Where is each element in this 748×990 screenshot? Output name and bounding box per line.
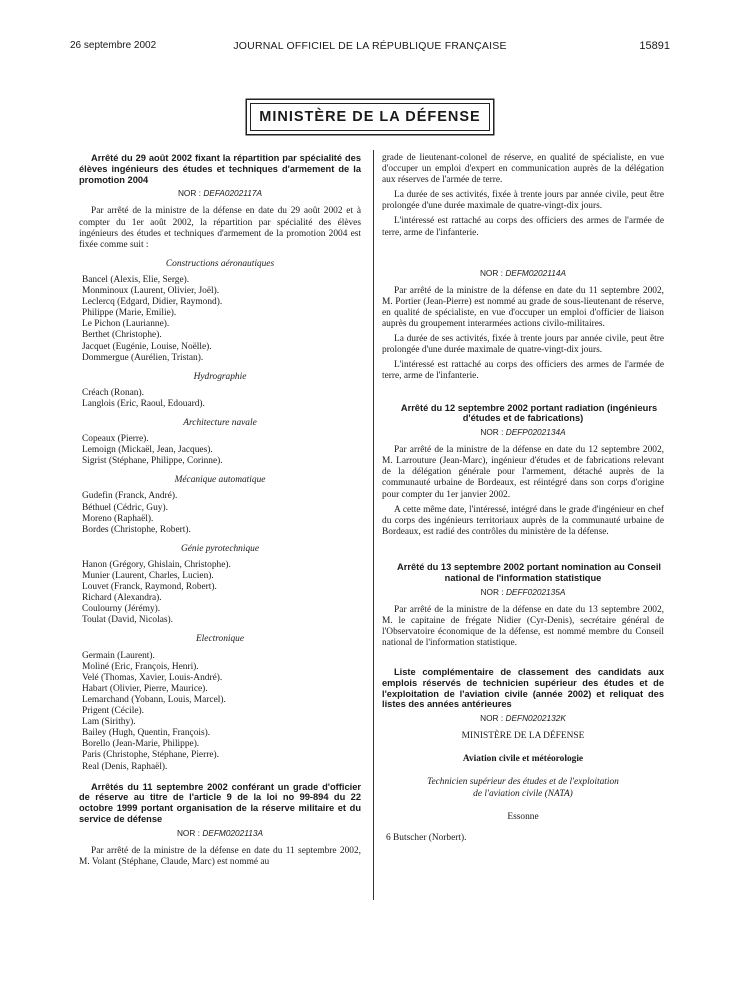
list-item: Gudefin (Franck, André). [82, 491, 178, 502]
list-item: Lam (Sirithy). [82, 717, 136, 728]
page-number: 15891 [639, 40, 670, 52]
liste-title: Liste complémentaire de classement des candidats aux emplois réservés de technicien supérieur des études et de l'exploitation de l'aviation civile (année 2002) et reliquat des listes des années antérieures [382, 667, 664, 710]
left-column [79, 153, 361, 872]
list-item: Richard (Alexandra). [82, 593, 162, 604]
nor-label: NOR : [479, 267, 503, 278]
list-item: Berthet (Christophe). [82, 330, 162, 341]
arrete-paragraph: Par arrêté de la ministre de la défense en date du 13 septembre 2002, M. le capitaine de frégate Nidier (Cyr-Denis), secrétaire général de l'Observatoire économique de la défense, est nommé membre du Conseil national de l'information statistique. [382, 604, 664, 648]
list-item: Borello (Jean-Marie, Philippe). [82, 739, 200, 750]
section-title: Mécanique automatique [174, 475, 266, 486]
list-item: Coulourny (Jérémy). [82, 604, 161, 615]
nor-label: NOR : [480, 427, 504, 438]
section-title: Electronique [195, 634, 245, 645]
list-item: Monminoux (Laurent, Olivier, Joël). [82, 286, 220, 297]
nor-label: NOR : [177, 188, 201, 199]
name-list [82, 560, 361, 627]
section-title: Architecture navale [183, 417, 257, 428]
list-item: Moliné (Eric, François, Henri). [82, 661, 199, 672]
liste-job-title: Technicien supérieur des études et de l'exploitation de l'aviation civile (NATA) [427, 777, 619, 799]
arrete-paragraph: Par arrêté de la ministre de la défense en date du 11 septembre 2002, M. Volant (Stéphane, Claude, Marc) est nommé au [79, 845, 361, 867]
list-item: Bordes (Christophe, Robert). [82, 524, 191, 535]
continuation-paragraph: grade de lieutenant-colonel de réserve, en qualité de spécialiste, en vue d'occuper un emploi d'expert en communication auprès de la délégation aux réserves de l'armée de terre. [382, 153, 664, 186]
arrete-nomination [382, 562, 664, 649]
list-item: Béthuel (Cédric, Guy). [82, 502, 168, 513]
arrete-title: Arrêté du 13 septembre 2002 portant nomination au Conseil national de l'information statistique [397, 561, 661, 583]
list-item: Lemarchand (Yobann, Louis, Marcel). [82, 694, 226, 705]
list-item: Toulat (David, Nicolas). [82, 615, 173, 626]
nor-line [382, 713, 664, 724]
arrete-title: Arrêté du 12 septembre 2002 portant radiation (ingénieurs d'études et de fabrications) [400, 402, 658, 424]
name-list [82, 275, 361, 364]
list-item: Créach (Ronan). [82, 387, 144, 398]
nor-line [382, 268, 664, 279]
page-header [70, 40, 670, 56]
liste-department: Essonne [507, 811, 539, 822]
list-item: Louvet (Franck, Raymond, Robert). [82, 582, 217, 593]
arrete-portier [382, 268, 664, 383]
list-item: Habart (Olivier, Pierre, Maurice). [82, 683, 208, 694]
list-item: Philippe (Marie, Emilie). [82, 308, 177, 319]
arrete-title: Arrêtés du 11 septembre 2002 conférant un grade d'officier de réserve au titre de l'article 9 de la loi no 99-894 du 22 octobre 1999 portant organisation de la réserve militaire et du service de défense [79, 781, 361, 824]
list-item: Paris (Christophe, Stéphane, Pierre). [82, 750, 219, 761]
name-list [82, 491, 361, 535]
list-item: Hanon (Grégory, Ghislain, Christophe). [82, 559, 231, 570]
nor-label: NOR : [480, 586, 504, 597]
nor-code: DEFM0202114A [505, 267, 567, 278]
nor-code: DEFA0202117A [203, 188, 263, 199]
arrete-intro: Par arrêté de la ministre de la défense en date du 29 août 2002 et à compter du 1er août 2002, la répartition par spécialité des élèves ingénieurs des études et techniques d'armement de la promotion 2004 est fixée comme suit : [79, 206, 361, 250]
liste-subtitle: Aviation civile et météorologie [462, 754, 584, 765]
list-item: Sigrist (Stéphane, Philippe, Corinne). [82, 456, 223, 467]
arrete-paragraph: A cette même date, l'intéressé, intégré dans le grade d'ingénieur en chef du corps des ingénieurs territoriaux auprès de la communauté urbaine de Bordeaux, est radié des contrôles du ministère de la défense. [382, 504, 664, 537]
list-item: Prigent (Cécile). [82, 706, 144, 717]
list-item: Langlois (Eric, Raoul, Edouard). [82, 398, 205, 409]
list-item: Leclercq (Edgard, Didier, Raymond). [82, 297, 223, 308]
arrete-grade-officier [79, 782, 361, 868]
nor-label: NOR : [176, 827, 200, 838]
liste-ministry: MINISTÈRE DE LA DÉFENSE [461, 731, 585, 742]
arrete-repartition [79, 153, 361, 773]
name-list [82, 434, 361, 467]
column-divider [373, 150, 374, 900]
list-item: Dommergue (Aurélien, Tristan). [82, 352, 204, 363]
continuation-block [382, 153, 664, 239]
nor-code: DEFN0202132K [505, 713, 566, 724]
list-item: Bancel (Alexis, Elie, Serge). [82, 274, 190, 285]
list-item: Moreno (Raphaël). [82, 513, 154, 524]
list-item: Le Pichon (Laurianne). [82, 319, 170, 330]
nor-line [382, 587, 664, 598]
list-item: Lemoign (Mickaël, Jean, Jacques). [82, 445, 213, 456]
nor-code: DEFF0202135A [505, 586, 566, 597]
name-list [82, 651, 361, 773]
journal-title: JOURNAL OFFICIEL DE LA RÉPUBLIQUE FRANÇAISE [233, 40, 507, 52]
list-item: Bailey (Hugh, Quentin, François). [82, 728, 211, 739]
liste-complementaire [382, 667, 664, 844]
arrete-title: Arrêté du 29 août 2002 fixant la répartition par spécialité des élèves ingénieurs des études et techniques d'armement de la promotion 2004 [79, 153, 361, 185]
nor-line [79, 828, 361, 839]
section-title: Hydrographie [193, 371, 247, 382]
arrete-paragraph: La durée de ses activités, fixée à trente jours par année civile, peut être prolongée d'une durée maximale de quatre-vingt-dix jours. [382, 190, 664, 212]
nor-code: DEFM0202113A [202, 827, 264, 838]
list-item: Germain (Laurent). [82, 650, 155, 661]
header-date: 26 septembre 2002 [70, 40, 157, 51]
arrete-paragraph: L'intéressé est rattaché au corps des officiers des armes de l'armée de terre, arme de l'infanterie. [382, 216, 664, 238]
list-item: Copeaux (Pierre). [82, 434, 149, 445]
nor-label: NOR : [480, 713, 504, 724]
list-item: Velé (Thomas, Xavier, Louis-André). [82, 672, 223, 683]
ministry-title-box [250, 103, 490, 131]
right-column [382, 153, 664, 848]
arrete-paragraph: Par arrêté de la ministre de la défense en date du 11 septembre 2002, M. Portier (Jean-Pierre) est nommé au grade de sous-lieutenant de réserve, en qualité de spécialiste, en vue d'occuper un emploi d'officier de liaison auprès du groupement interarmées actions civilo-militaires. [382, 285, 664, 330]
nor-line [382, 427, 664, 438]
section-title: Génie pyrotechnique [180, 543, 259, 554]
section-title: Constructions aéronautiques [165, 258, 275, 269]
arrete-paragraph: Par arrêté de la ministre de la défense en date du 12 septembre 2002, M. Larrouture (Jean-Marc), ingénieur d'études et de fabrications relevant de la délégation générale pour l'armement, détaché auprès de la communauté urbaine de Bordeaux, est réintégré dans son corps d'origine pour compter du 1er janvier 2002. [382, 445, 664, 500]
arrete-paragraph: L'intéressé est rattaché au corps des officiers des armes de l'armée de terre, arme de l'infanterie. [382, 360, 664, 382]
list-item: Jacquet (Eugénie, Louise, Noëlle). [82, 341, 212, 352]
nor-code: DEFP0202134A [505, 427, 566, 438]
nor-line [79, 188, 361, 199]
list-item: Real (Denis, Raphaël). [82, 761, 168, 772]
ministry-title: MINISTÈRE DE LA DÉFENSE [259, 109, 481, 125]
list-item: 6 Butscher (Norbert). [386, 832, 467, 843]
list-item: Munier (Laurent, Charles, Lucien). [82, 571, 214, 582]
arrete-radiation [382, 403, 664, 538]
arrete-paragraph: La durée de ses activités, fixée à trente jours par année civile, peut être prolongée d'une durée maximale de quatre-vingt-dix jours. [382, 334, 664, 356]
name-list [82, 388, 361, 410]
